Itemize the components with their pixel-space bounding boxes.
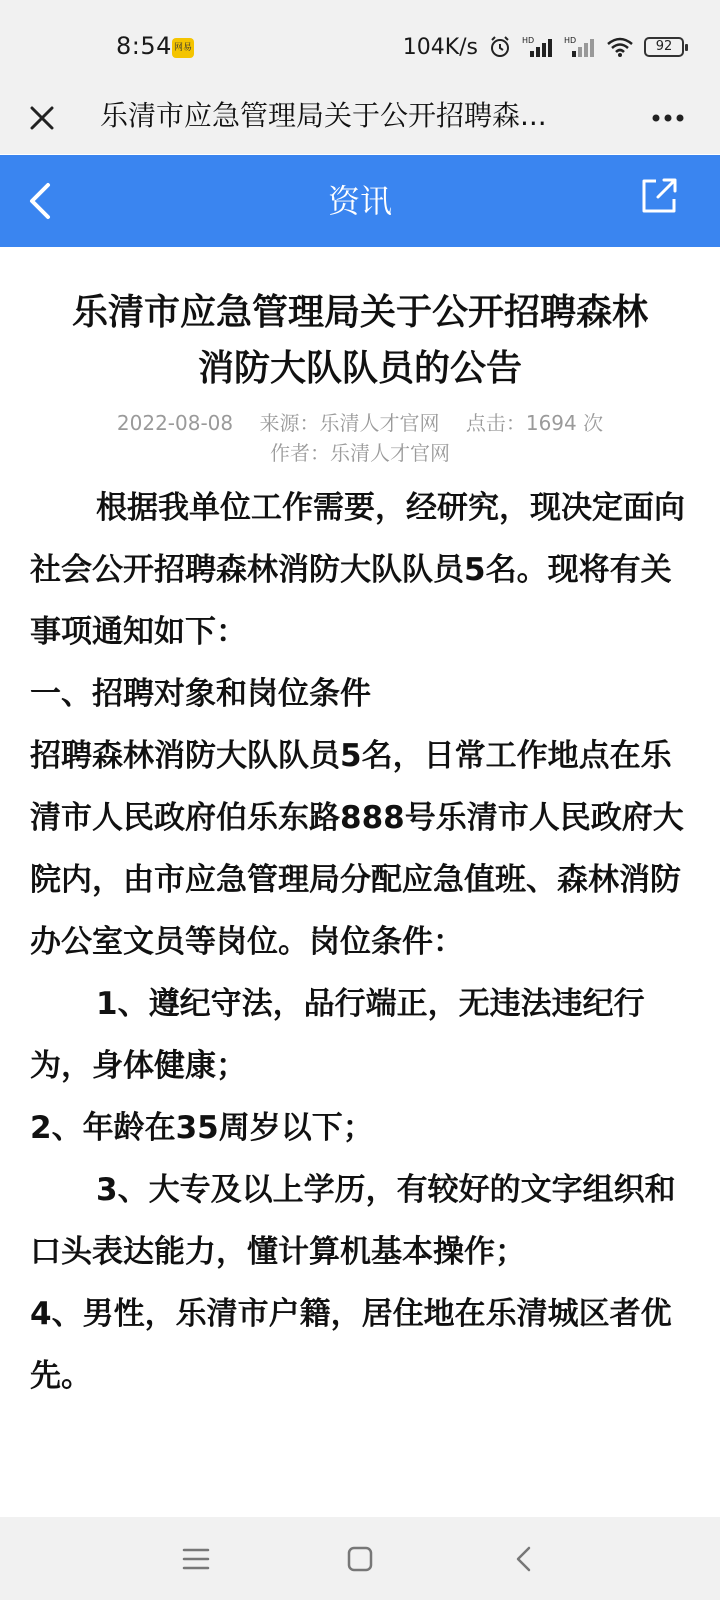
paragraph: 招聘森林消防大队队员5名，日常工作地点在乐清市人民政府伯乐东路888号乐清市人民政府大院内，由市应急管理局分配应急值班、森林消防办公室文员等岗位。岗位条件： xyxy=(30,738,684,960)
list-item: 2、年龄在35周岁以下； xyxy=(30,1110,374,1146)
article xyxy=(0,247,720,1517)
list-item: 4、男性，乐清市户籍，居住地在乐清城区者优先。 xyxy=(30,1296,672,1394)
wifi-icon xyxy=(606,36,634,58)
article-clicks: 点击：1694 次 xyxy=(465,411,604,435)
status-indicators xyxy=(403,32,684,62)
menu-icon[interactable] xyxy=(174,1537,218,1581)
article-source: 来源：乐清人才官网 xyxy=(259,411,440,435)
close-icon[interactable] xyxy=(20,96,64,140)
more-icon[interactable] xyxy=(644,96,692,140)
browser-nav-bar xyxy=(0,90,720,154)
article-body xyxy=(30,477,690,1407)
battery-icon: 92 xyxy=(644,37,684,57)
article-date: 2022-08-08 xyxy=(116,411,234,435)
home-icon[interactable] xyxy=(338,1537,382,1581)
share-icon[interactable] xyxy=(638,175,680,217)
network-speed: 104K/s xyxy=(402,34,478,60)
system-nav-bar xyxy=(0,1517,720,1600)
alarm-icon xyxy=(488,35,512,59)
back-nav-icon[interactable] xyxy=(502,1537,546,1581)
status-bar xyxy=(0,0,720,90)
svg-text:HD: HD xyxy=(564,36,577,45)
paragraph: 根据我单位工作需要，经研究，现决定面向社会公开招聘森林消防大队队员5名。现将有关事项通知如下： xyxy=(30,490,685,650)
list-item: 3、大专及以上学历，有较好的文字组织和口头表达能力，懂计算机基本操作； xyxy=(30,1172,676,1270)
notification-app-icon: 网易 xyxy=(172,38,194,58)
article-title-line: 乐清市应急管理局关于公开招聘森林 xyxy=(71,292,648,333)
article-title xyxy=(30,285,690,397)
svg-text:HD: HD xyxy=(522,36,535,45)
article-meta xyxy=(0,407,720,436)
article-title-line: 消防大队队员的公告 xyxy=(197,348,522,389)
status-time: 8:54 xyxy=(116,32,172,60)
signal-hd-icon-2 xyxy=(564,35,596,59)
app-header xyxy=(0,155,720,247)
section-heading: 一、招聘对象和岗位条件 xyxy=(30,676,371,712)
signal-hd-icon xyxy=(522,35,554,59)
page-title: 乐清市应急管理局关于公开招聘森... xyxy=(100,99,547,132)
article-author: 作者：乐清人才官网 xyxy=(270,441,450,465)
app-header-title: 资讯 xyxy=(327,182,392,220)
list-item: 1、遵纪守法，品行端正，无违法违纪行为，身体健康； xyxy=(30,986,645,1084)
